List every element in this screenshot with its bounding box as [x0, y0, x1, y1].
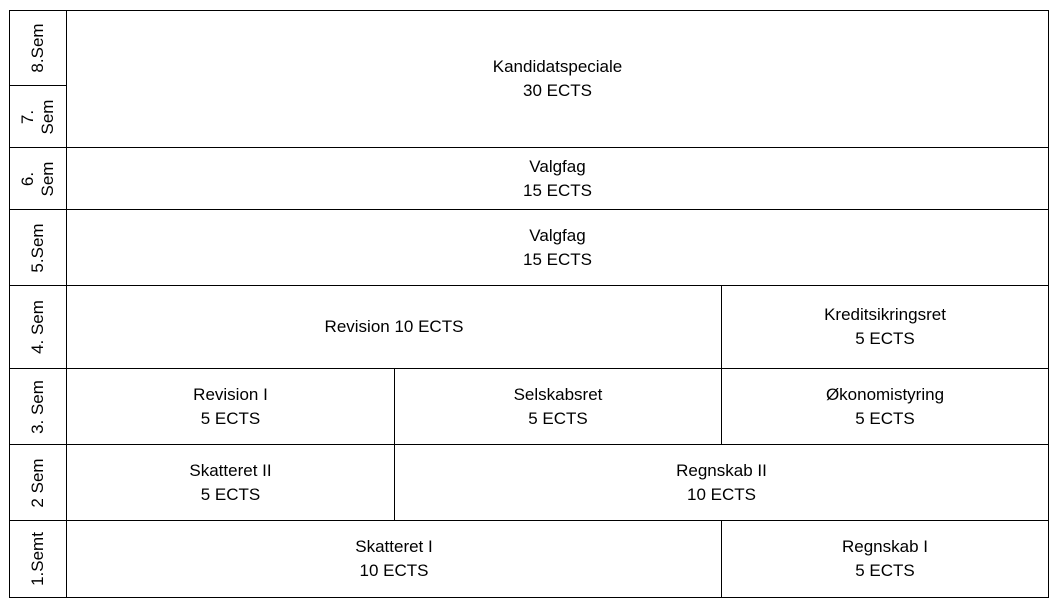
course-valgfag-5 — [66, 209, 1049, 286]
course-ects: 5 ECTS — [528, 408, 588, 428]
course-ects: 30 ECTS — [523, 81, 592, 100]
course-name: Regnskab I — [842, 537, 928, 556]
semester-label-1-text: 1.Semt — [28, 532, 47, 586]
course-name: Valgfag — [529, 225, 586, 245]
course-skatteret-2 — [66, 444, 395, 521]
course-revision-1 — [66, 368, 395, 445]
semester-label-8 — [9, 10, 67, 86]
course-ects: 10 ECTS — [687, 484, 756, 504]
course-regnskab-1 — [721, 520, 1049, 598]
semester-label-1 — [9, 520, 67, 598]
course-name: Revision I — [193, 384, 268, 404]
course-valgfag-6 — [66, 147, 1049, 210]
semester-label-4-text: 4. Sem — [28, 300, 47, 354]
semester-label-3-text: 3. Sem — [28, 379, 47, 434]
course-kreditsikringsret — [721, 285, 1049, 369]
course-selskabsret — [394, 368, 722, 445]
semester-label-2-text: 2 Sem — [28, 457, 47, 508]
course-ects: 5 ECTS — [855, 408, 915, 428]
semester-label-6-text: 6. Sem — [18, 161, 57, 196]
course-regnskab-2 — [394, 444, 1049, 521]
course-ects: 5 ECTS — [200, 408, 261, 428]
course-ects: 5 ECTS — [855, 329, 915, 348]
course-name: Selskabsret — [513, 384, 603, 404]
semester-label-8-text: 8.Sem — [28, 23, 47, 73]
course-ects: 15 ECTS — [523, 249, 592, 269]
course-name: Kreditsikringsret — [824, 305, 946, 324]
semester-label-2 — [9, 444, 67, 521]
course-name: Valgfag — [529, 156, 586, 176]
course-name: Skatteret I — [355, 537, 433, 556]
semester-label-5 — [9, 209, 67, 286]
course-revision-10 — [66, 285, 722, 369]
semester-label-7 — [9, 85, 67, 148]
course-okonomistyring — [721, 368, 1049, 445]
course-kandidatspeciale — [66, 10, 1049, 148]
semester-label-5-text: 5.Sem — [28, 222, 47, 273]
course-skatteret-1 — [66, 520, 722, 598]
semester-label-6 — [9, 147, 67, 210]
semester-label-3 — [9, 368, 67, 445]
semester-label-4 — [9, 285, 67, 369]
course-ects: 5 ECTS — [855, 561, 915, 580]
course-name: Økonomistyring — [825, 384, 945, 404]
course-ects: 10 ECTS — [359, 561, 429, 580]
course-ects: 5 ECTS — [200, 484, 261, 504]
course-name: Revision 10 ECTS — [324, 317, 464, 336]
semester-label-7-text: 7. Sem — [18, 99, 57, 134]
course-name: Kandidatspeciale — [492, 57, 623, 76]
course-ects: 15 ECTS — [523, 180, 592, 200]
course-name: Skatteret II — [189, 460, 272, 480]
course-name: Regnskab II — [676, 460, 767, 480]
